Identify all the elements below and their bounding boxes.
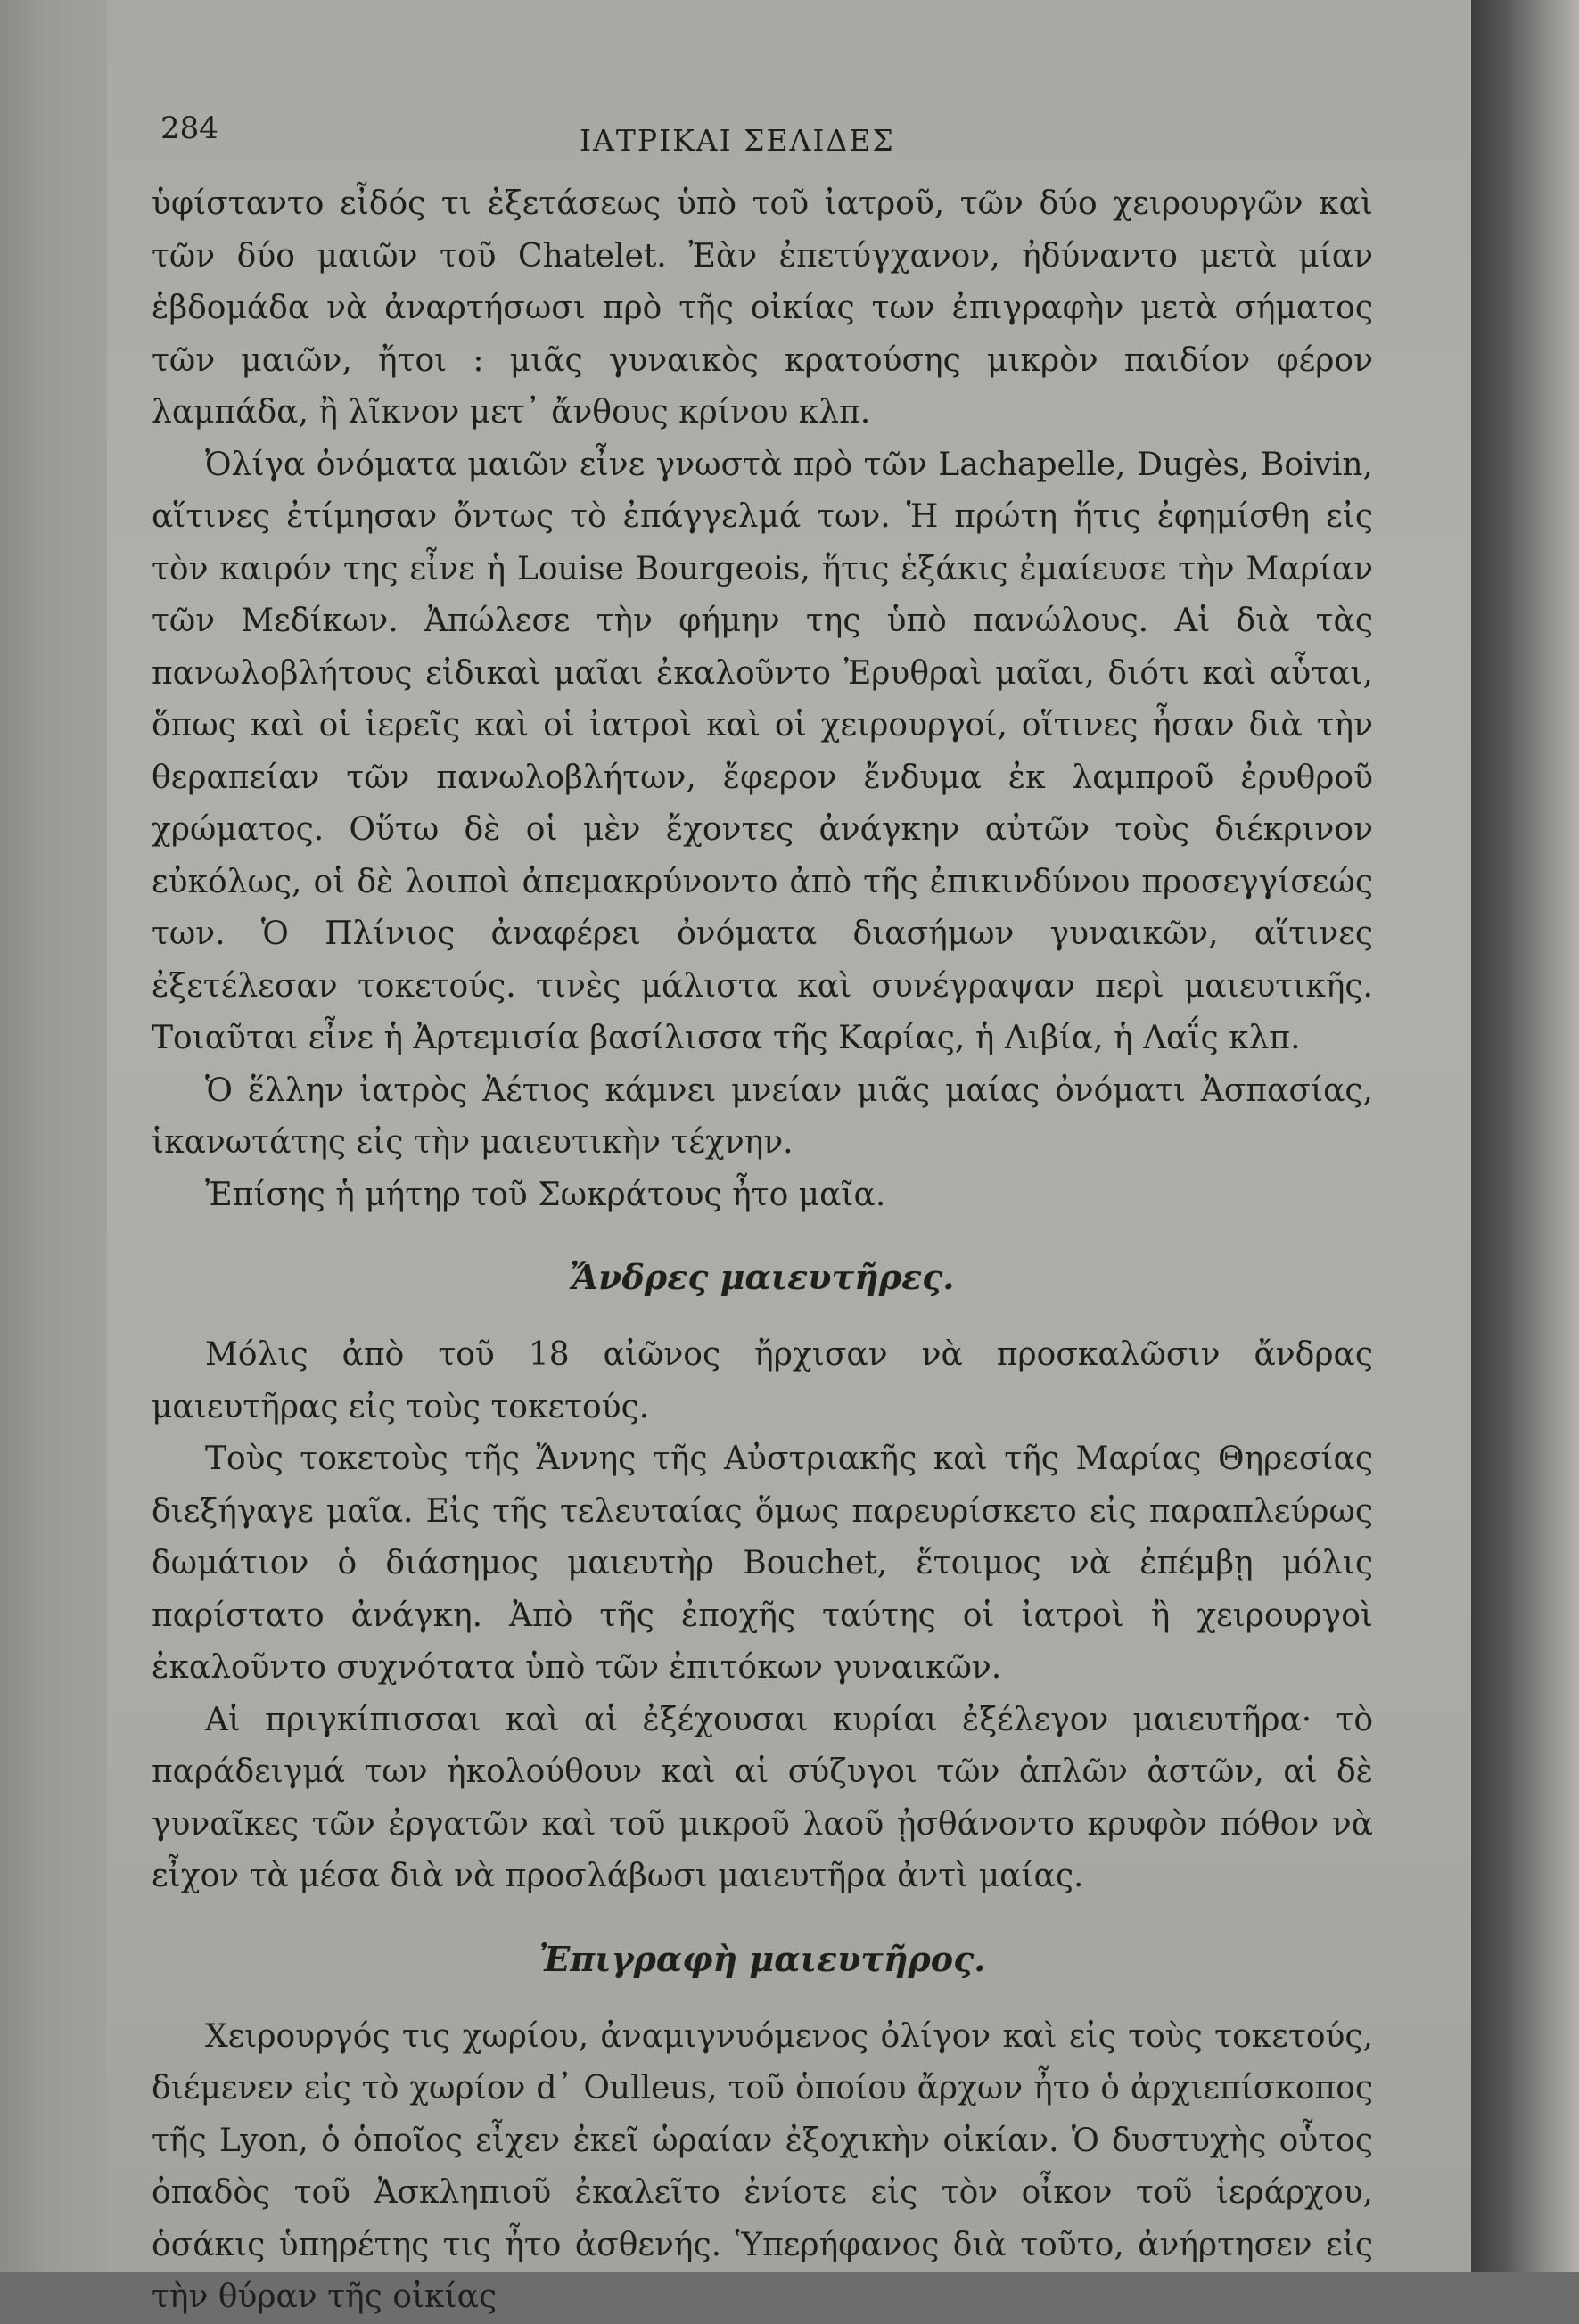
page-number: 284 bbox=[160, 111, 218, 146]
paragraph-3: Ὁ ἕλλην ἰατρὸς Ἀέτιος κάμνει μνείαν μιᾶς μαίας ὀνόματι Ἀσπασίας, ἱκανωτάτης εἰς τὴν μαιευτικὴν τέχνην. bbox=[152, 1072, 1373, 1161]
running-head: ΙΑΤΡΙΚΑΙ ΣΕΛΙΔΕΣ bbox=[580, 123, 895, 158]
paragraph-4: Ἐπίσης ἡ μήτηρ τοῦ Σωκράτους ἦτο μαῖα. bbox=[205, 1176, 886, 1213]
page-content bbox=[152, 98, 1373, 2324]
section-heading-obstetrician-sign: Ἐπιγραφὴ μαιευτῆρος. bbox=[539, 1938, 986, 1979]
section-heading-male-obstetricians: Ἄνδρες μαιευτῆρες. bbox=[570, 1257, 955, 1297]
paragraph-7: Αἱ πριγκίπισσαι καὶ αἱ ἐξέχουσαι κυρίαι ἐξέλεγον μαιευτῆρα· τὸ παράδειγμά των ἠκολούθουν καὶ αἱ σύζυγοι τῶν ἁπλῶν ἀστῶν, αἱ δὲ γυναῖκες τῶν ἐργατῶν καὶ τοῦ μικροῦ λαοῦ ᾐσθάνοντο κρυφὸν πόθον νὰ εἶχον τὰ μέσα διὰ νὰ προσλάβωσι μαιευτῆρα ἀντὶ μαίας. bbox=[152, 1701, 1373, 1894]
paragraph-1: ὑφίσταντο εἶδός τι ἐξετάσεως ὑπὸ τοῦ ἰατροῦ, τῶν δύο χειρουργῶν καὶ τῶν δύο μαιῶν τοῦ Chatelet. Ἐὰν ἐπετύγχανον, ἠδύναντο μετὰ μίαν ἑβδομάδα νὰ ἀναρτήσωσι πρὸ τῆς οἰκίας των ἐπιγραφὴν μετὰ σήματος τῶν μαιῶν, ἤτοι : μιᾶς γυναικὸς κρατούσης μικρὸν παιδίον φέρον λαμπάδα, ἢ λῖκνον μετ᾽ ἄνθους κρίνου κλπ. bbox=[152, 185, 1373, 431]
paragraph-8: Χειρουργός τις χωρίου, ἀναμιγνυόμενος ὀλίγον καὶ εἰς τοὺς τοκετούς, διέμενεν εἰς τὸ χωρίον d᾽ Oulleus, τοῦ ὁποίου ἄρχων ἦτο ὁ ἀρχιεπίσκοπος τῆς Lyon, ὁ ὁποῖος εἶχεν ἐκεῖ ὡραίαν ἐξοχικὴν οἰκίαν. Ὁ δυστυχὴς οὗτος ὀπαδὸς τοῦ Ἀσκληπιοῦ ἐκαλεῖτο ἐνίοτε εἰς τὸν οἶκον τοῦ ἱεράρχου, ὁσάκις ὑπηρέτης τις ἦτο ἀσθενής. Ὑπερήφανος διὰ τοῦτο, ἀνήρτησεν εἰς τὴν θύραν τῆς οἰκίας bbox=[152, 2017, 1373, 2315]
page-header bbox=[152, 98, 1373, 178]
paragraph-2: Ὀλίγα ὀνόματα μαιῶν εἶνε γνωστὰ πρὸ τῶν Lachapelle, Dugès, Boivin, αἵτινες ἐτίμησαν ὄντως τὸ ἐπάγγελμά των. Ἡ πρώτη ἥτις ἐφημίσθη εἰς τὸν καιρόν της εἶνε ἡ Louise Bourgeois, ἥτις ἑξάκις ἐμαίευσε τὴν Μαρίαν τῶν Μεδίκων. Ἀπώλεσε τὴν φήμην της ὑπὸ πανώλους. Αἱ διὰ τὰς πανωλοβλήτους εἰδικαὶ μαῖαι ἐκαλοῦντο Ἐρυθραὶ μαῖαι, διότι καὶ αὗται, ὅπως καὶ οἱ ἱερεῖς καὶ οἱ ἰατροὶ καὶ οἱ χειρουργοί, οἵτινες ἦσαν διὰ τὴν θεραπείαν τῶν πανωλοβλήτων, ἔφερον ἔνδυμα ἐκ λαμπροῦ ἐρυθροῦ χρώματος. Οὕτω δὲ οἱ μὲν ἔχοντες ἀνάγκην αὐτῶν τοὺς διέκρινον εὐκόλως, οἱ δὲ λοιποὶ ἀπεμακρύνοντο ἀπὸ τῆς ἐπικινδύνου προσεγγίσεώς των. Ὁ Πλίνιος ἀναφέρει ὀνόματα διασήμων γυναικῶν, αἵτινες ἐξετέλεσαν τοκετούς. τινὲς μάλιστα καὶ συνέγραψαν περὶ μαιευτικῆς. Τοιαῦται εἶνε ἡ Ἀρτεμισία βασίλισσα τῆς Καρίας, ἡ Λιβία, ἡ Λαΐς κλπ. bbox=[152, 446, 1373, 1056]
book-spine-shadow bbox=[1471, 0, 1579, 2272]
paragraph-5: Μόλις ἀπὸ τοῦ 18 αἰῶνος ἤρχισαν νὰ προσκαλῶσιν ἄνδρας μαιευτῆρας εἰς τοὺς τοκετούς. bbox=[152, 1336, 1373, 1425]
paragraph-6: Τοὺς τοκετοὺς τῆς Ἄννης τῆς Αὐστριακῆς καὶ τῆς Μαρίας Θηρεσίας διεξήγαγε μαῖα. Εἰς τῆς τελευταίας ὅμως παρευρίσκετο εἰς παραπλεύρως δωμάτιον ὁ διάσημος μαιευτὴρ Bouchet, ἕτοιμος νὰ ἐπέμβῃ μόλις παρίστατο ἀνάγκη. Ἀπὸ τῆς ἐποχῆς ταύτης οἱ ἰατροὶ ἢ χειρουργοὶ ἐκαλοῦντο συχνότατα ὑπὸ τῶν ἐπιτόκων γυναικῶν. bbox=[152, 1441, 1373, 1686]
